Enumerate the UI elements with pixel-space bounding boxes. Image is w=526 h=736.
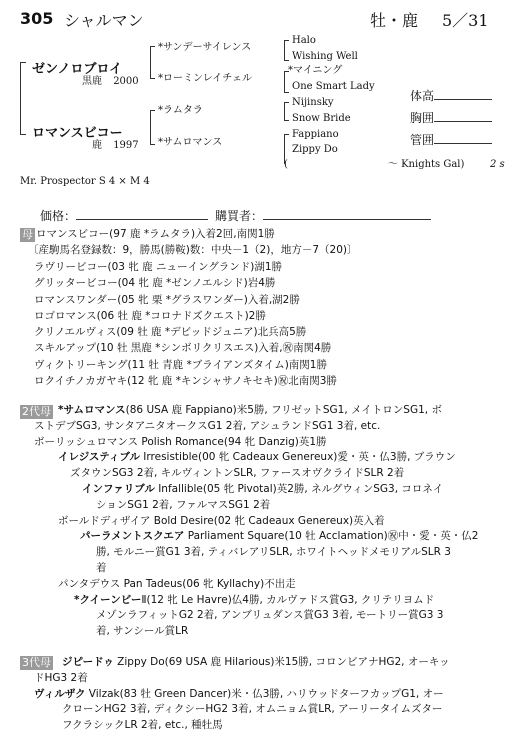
price-field[interactable] — [40, 207, 208, 224]
tail-female-line: ( ～ Knights Gal) — [284, 159, 465, 170]
line-bold: インファリブル — [82, 482, 155, 495]
sire-tick — [150, 46, 155, 47]
second-dam-line — [0, 498, 478, 514]
buyer-field[interactable] — [215, 207, 431, 224]
line-text: Zippy Do(69 USA 鹿 Hilarious)米15勝, コロンビアナHG2, オーキッ — [113, 656, 450, 668]
pedigree-bracket — [20, 62, 21, 134]
second-dam-line — [0, 482, 478, 498]
horse-name: シャルマン — [64, 11, 144, 30]
ss-bracket — [284, 40, 285, 60]
ss-tick — [284, 40, 289, 41]
second-dam-line — [0, 593, 478, 609]
line-text: 着 — [96, 561, 107, 574]
line-text: メゾンラフィットG2 2着, アンブリュダンス賞G3 3着, モートリー賞G3 3 — [96, 609, 444, 622]
second-dam-line — [0, 577, 478, 593]
dam-dam: *サムロマンス — [158, 137, 223, 148]
third-dam-line — [0, 671, 450, 687]
line-text: ボールドディザイア Bold Desire(02 牝 Cadeaux Genereux)英入着 — [58, 514, 385, 527]
foal-item: クリノエルヴィス(09 牡 鹿 *デビッドジュニア)北兵高5勝 — [34, 326, 307, 339]
line-text: Ⅱ(12 牝 Le Havre)仏4勝, カルヴァドス賞G3, クリテリヨムド — [141, 593, 435, 606]
line-bold: パーラメントスクエア — [80, 530, 185, 543]
height-field[interactable] — [410, 87, 492, 104]
line-bold: *サムロマンス — [58, 404, 126, 416]
sire-dam: *ローミンレイチェル — [158, 73, 252, 84]
sire-info — [82, 75, 139, 89]
line-text: (86 USA 鹿 Fappiano)米5勝, フリゼットSG1, メイトロンSG1, ボ — [125, 404, 442, 416]
third-dam-line — [0, 687, 450, 703]
lot-number: 305 — [20, 9, 54, 28]
dam-stats: 〔産駒馬名登録数：9，勝馬(勝鞍)数：中央－1（2)，地方－7（20)〕 — [28, 244, 358, 256]
foal-item: ラヴリービコー(03 牝 鹿 ニューイングランド)湖1勝 — [34, 261, 283, 273]
line-text: パンタデウス Pan Tadeus(06 牝 Kyllachy)不出走 — [58, 577, 296, 590]
ds-tick — [284, 120, 289, 121]
ds-bracket — [284, 102, 285, 120]
girth-field[interactable] — [410, 109, 492, 126]
dam-tick — [150, 144, 155, 145]
second-dam-line — [0, 403, 478, 419]
dam-bracket — [150, 110, 151, 144]
cannon-field[interactable] — [410, 131, 492, 148]
sd-bracket — [284, 71, 285, 92]
line-text: Parliament Square(10 牡 Acclamation)㊗中・愛・英・仏2 — [184, 530, 479, 543]
dam-color: 鹿 — [92, 140, 102, 151]
second-dam-line — [0, 435, 478, 451]
line-text: ドHG3 2着 — [34, 671, 88, 684]
second-dam-line — [0, 561, 478, 577]
second-dam-line — [0, 466, 478, 482]
ds-tick — [284, 102, 289, 103]
line-text: Infallible(05 牝 Pivotal)英2勝, ネルグウィンSG3, コロネイ — [154, 482, 444, 495]
line-text: ションSG1 2着, ファルマスSG1 2着 — [96, 498, 271, 511]
line-text: 着, サンシール賞LR — [96, 625, 189, 638]
third-dam-lines — [0, 655, 450, 734]
dam-sire: *ラムタラ — [158, 105, 203, 116]
sire-tick — [150, 78, 155, 79]
ss-parent-2: Wishing Well — [292, 51, 358, 62]
ss-parent-1: Halo — [292, 35, 316, 46]
line-text: ストデブSG3, サンタアニタオークスG1 2着, アシュランドSG1 3着, etc. — [34, 419, 381, 432]
line-text: ボーリッシュロマンス Polish Romance(94 牝 Danzig)英1勝 — [34, 435, 327, 448]
line-text: 勝, モルニー賞G1 3着, ティバレアリSLR, ホワイトヘッドメモリアルSLR 3 — [96, 546, 451, 559]
pedigree-tick — [20, 134, 26, 135]
generation-note: 2 s — [490, 159, 505, 170]
dd-tick — [284, 134, 289, 135]
sd-tick — [284, 92, 289, 93]
second-dam-line — [0, 450, 478, 466]
dam-name: ロマンスビコー — [32, 126, 123, 141]
foal-item: ロマンスワンダー(05 牝 栗 *グラスワンダー)入着,湖2勝 — [34, 293, 300, 306]
foal-item: ロクイチノカガヤキ(12 牝 鹿 *キンシャサノキセキ)㊗北南関3勝 — [34, 375, 337, 388]
price-label: 価格： — [40, 209, 77, 223]
line-bold: ヴィルザク — [34, 687, 86, 700]
foal-item: ロゴロマンス(06 牡 鹿 *コロナドズクエスト)2勝 — [34, 309, 266, 322]
line-text: フクラシックLR 2着, etc., 種牡馬 — [62, 719, 223, 732]
birth-date: 5／31 — [442, 11, 489, 30]
third-dam-line — [0, 655, 450, 671]
third-dam-label: 3代母 — [22, 656, 51, 669]
line-text: Vilzak(83 牡 Green Dancer)米・仏3勝, ハリウッドターフカップG1, オー — [85, 687, 444, 700]
second-dam-line — [0, 624, 478, 640]
third-dam-line — [0, 702, 450, 718]
girth-label: 胸囲 — [410, 111, 435, 125]
second-dam-line — [0, 419, 478, 435]
inbreeding-note: Mr. Prospector S 4 × M 4 — [20, 176, 150, 187]
pedigree-tick — [20, 62, 26, 63]
second-dam-line — [0, 529, 478, 545]
line-text: ズタウンSG3 2着, キルヴィントンSLR, ファースオヴクライドSLR 2着 — [70, 467, 405, 480]
sire-year: 2000 — [113, 76, 139, 87]
foal-item: グリッタービコー(04 牝 鹿 *ゼンノエルシド)岩4勝 — [34, 277, 276, 290]
dam-section-label: 母 — [22, 228, 33, 241]
sire-color: 黒鹿 — [82, 76, 102, 87]
second-dam-line — [0, 514, 478, 530]
sd-parent-2: One Smart Lady — [292, 81, 375, 92]
dd-parent-1: Fappiano — [292, 129, 339, 140]
ss-tick — [284, 60, 289, 61]
foal-item: ヴィクトリーキング(11 牡 青鹿 *ブライアンズタイム)南関1勝 — [34, 358, 327, 371]
line-bold: ジピードゥ — [62, 656, 114, 668]
ds-parent-2: Snow Bride — [292, 113, 351, 124]
dam-tick — [150, 110, 155, 111]
height-label: 体高 — [410, 89, 435, 103]
buyer-label: 購買者： — [215, 209, 264, 223]
line-text: Irresistible(00 牝 Cadeaux Genereux)愛・英・仏3勝, ブラウン — [139, 451, 456, 464]
sex-color: 牡・鹿 — [370, 11, 419, 30]
ds-parent-1: Nijinsky — [292, 97, 334, 108]
sire-name: ゼンノロブロイ — [32, 62, 123, 77]
line-bold: イレジスティブル — [58, 451, 140, 464]
sire-bracket — [150, 46, 151, 78]
cannon-label: 管囲 — [410, 133, 435, 147]
dam-info — [92, 139, 139, 153]
second-dam-label: 2代母 — [22, 405, 51, 418]
second-dam-line — [0, 545, 478, 561]
third-dam-line — [0, 718, 450, 734]
foal-list — [34, 259, 337, 389]
foal-item: スキルアップ(10 牡 黒鹿 *シンボリクリスエス)入着,㊗南関4勝 — [34, 342, 332, 355]
second-dam-lines — [0, 403, 478, 640]
sd-parent-1: *マイニング — [288, 65, 343, 76]
second-dam-line — [0, 608, 478, 624]
line-text: クローンHG2 3着, ディクシーHG2 3着, オムニョム賞LR, アーリータイムズター — [62, 703, 443, 716]
dam-year: 1997 — [113, 140, 139, 151]
sire-sire: *サンデーサイレンス — [158, 42, 252, 53]
dd-parent-2: Zippy Do — [292, 144, 338, 155]
dam-intro: ロマンスビコー(97 鹿 *ラムタラ)入着2回,南関1勝 — [36, 228, 275, 240]
line-bold: *クイーンビー — [74, 593, 142, 606]
